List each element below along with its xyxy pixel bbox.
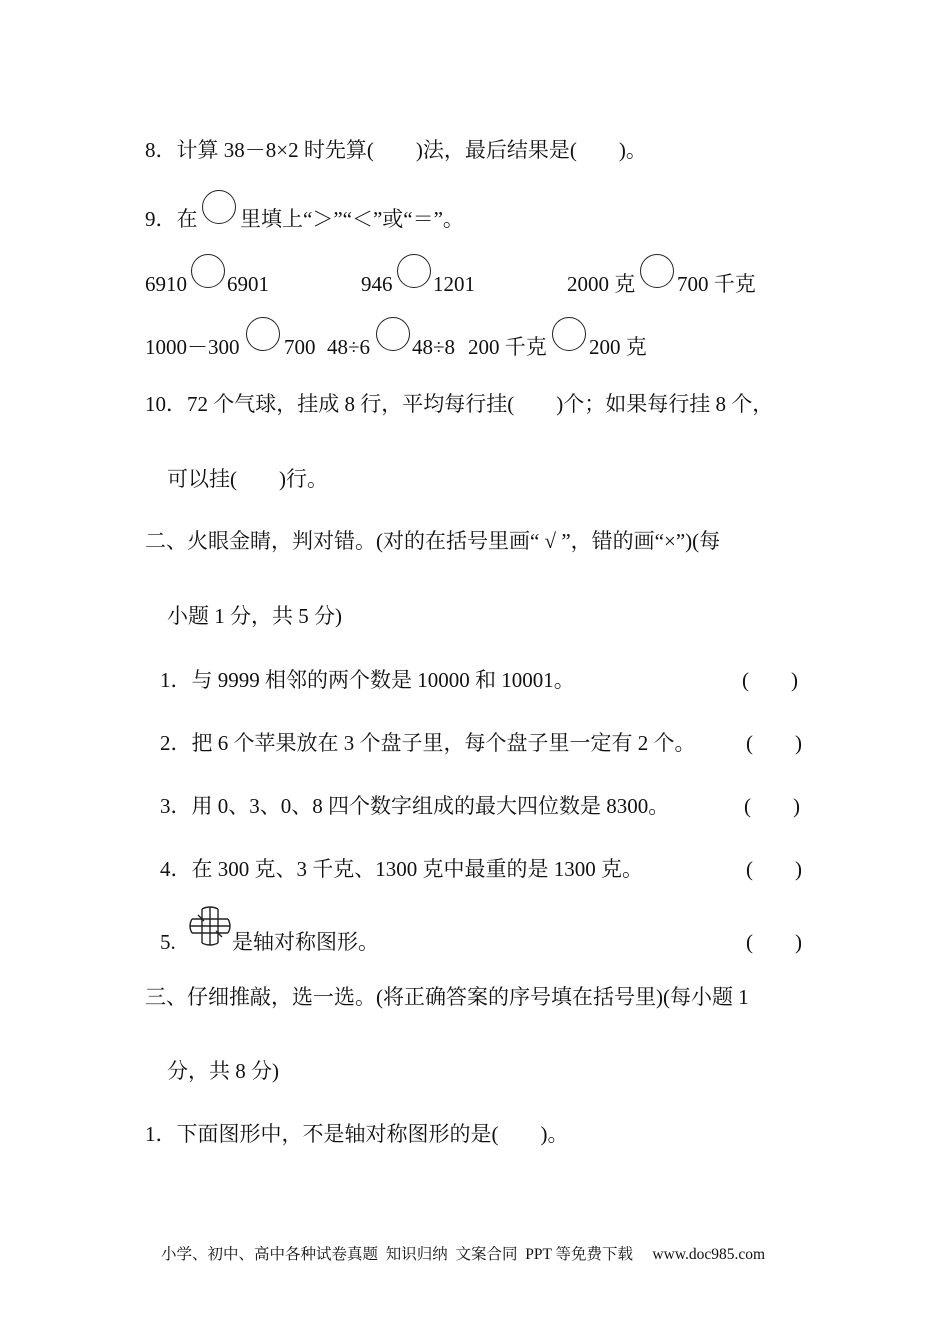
compare-right: 48÷8 [412, 335, 456, 359]
question-10-line1: 10．72 个气球，挂成 8 行，平均每行挂( )个；如果每行挂 8 个， [145, 392, 774, 416]
section-3-heading: 三、仔细推敲，选一选。(将正确答案的序号填在括号里)(每小题 1 [145, 985, 749, 1009]
judge-item-5: 是轴对称图形。 [232, 930, 379, 954]
section-2-heading-cont: 小题 1 分，共 5 分) [167, 604, 342, 628]
compare-right: 1201 [433, 272, 475, 296]
question-9-prefix: 9．在 [145, 207, 198, 231]
compare-circle[interactable] [246, 317, 280, 351]
judge-item-4: 4．在 300 克、3 千克、1300 克中最重的是 1300 克。 [160, 857, 643, 881]
answer-paren[interactable]: ( ) [744, 794, 800, 818]
choice-question-1: 1．下面图形中，不是轴对称图形的是( )。 [145, 1122, 569, 1146]
compare-left: 6910 [145, 272, 187, 296]
section-2-heading: 二、火眼金睛，判对错。(对的在括号里画“ √ ”，错的画“×”)(每 [145, 529, 721, 553]
answer-paren[interactable]: ( ) [746, 731, 802, 755]
answer-paren[interactable]: ( ) [746, 930, 802, 954]
compare-circle[interactable] [191, 254, 225, 288]
symmetric-knot-figure-icon [188, 905, 232, 947]
answer-paren[interactable]: ( ) [746, 857, 802, 881]
judge-item-2: 2．把 6 个苹果放在 3 个盘子里，每个盘子里一定有 2 个。 [160, 731, 696, 755]
compare-left: 200 千克 [468, 335, 547, 359]
judge-item-3: 3．用 0、3、0、8 四个数字组成的最大四位数是 8300。 [160, 794, 670, 818]
judge-item-1: 1．与 9999 相邻的两个数是 10000 和 10001。 [160, 668, 575, 692]
compare-right: 700 [284, 335, 316, 359]
section-3-heading-cont: 分，共 8 分) [167, 1059, 279, 1083]
compare-left: 946 [361, 272, 393, 296]
judge-item-5-number: 5. [160, 930, 176, 954]
compare-right: 200 克 [589, 335, 647, 359]
compare-circle[interactable] [376, 317, 410, 351]
question-8: 8．计算 38－8×2 时先算( )法，最后结果是( )。 [145, 138, 647, 162]
compare-circle[interactable] [640, 254, 674, 288]
page-footer: 小学、初中、高中各种试卷真题 知识归纳 文案合同 PPT 等免费下载 www.doc985.com [161, 1246, 766, 1263]
compare-left: 1000－300 [145, 335, 240, 359]
compare-circle[interactable] [552, 317, 586, 351]
question-10-line2: 可以挂( )行。 [167, 467, 328, 491]
compare-left: 48÷6 [327, 335, 371, 359]
answer-paren[interactable]: ( ) [742, 668, 798, 692]
compare-right: 6901 [227, 272, 269, 296]
compare-circle[interactable] [202, 190, 236, 224]
question-9-instruction: 里填上“＞”“＜”或“＝”。 [240, 207, 464, 231]
compare-left: 2000 克 [567, 272, 636, 296]
compare-circle[interactable] [397, 254, 431, 288]
compare-right: 700 千克 [677, 272, 756, 296]
